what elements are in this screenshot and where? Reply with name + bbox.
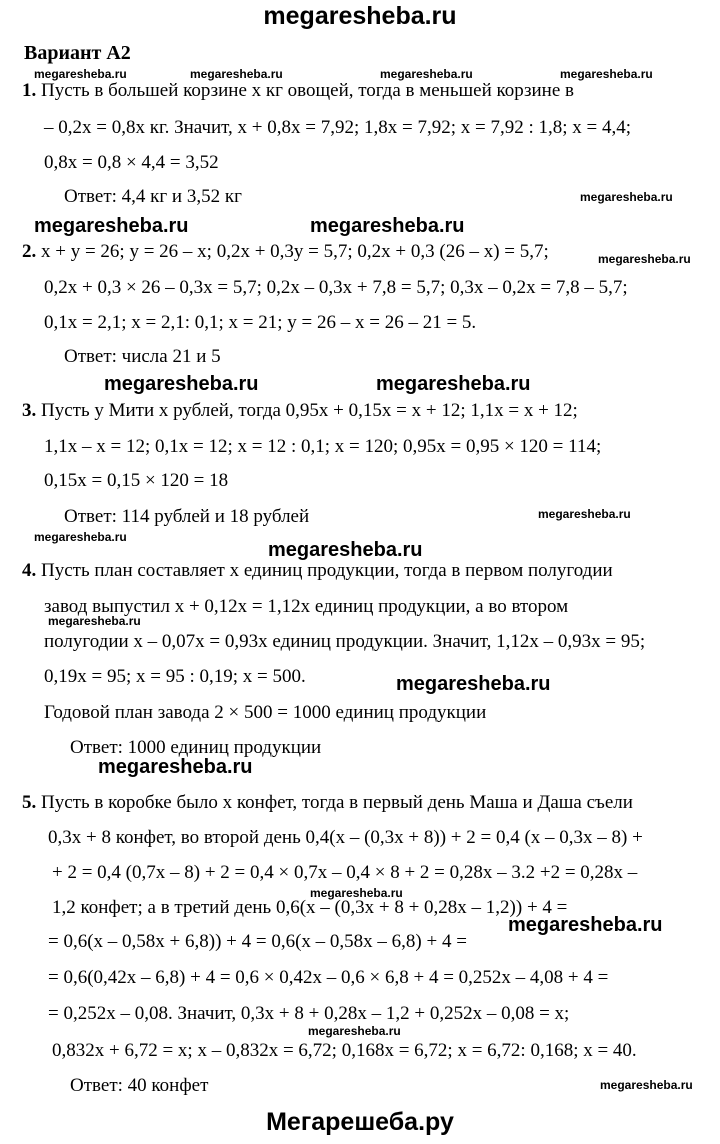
watermark-small: megaresheba.ru xyxy=(380,67,473,81)
problem-4-line-1: 4. Пусть план составляет х единиц продукции, тогда в первом полугодии xyxy=(22,560,613,581)
watermark-large: megaresheba.ru xyxy=(268,539,423,561)
problem-5-line-1: 5. Пусть в коробке было х конфет, тогда в первый день Маша и Даша съели xyxy=(22,792,633,813)
problem-2-line-2: 0,2х + 0,3 × 26 – 0,3х = 5,7; 0,2х – 0,3х + 7,8 = 5,7; 0,3х – 0,2х = 7,8 – 5,7; xyxy=(44,277,628,298)
problem-1-answer: Ответ: 4,4 кг и 3,52 кг xyxy=(64,186,242,207)
problem-4-line-3: полугодии х – 0,07х = 0,93х единиц продукции. Значит, 1,12х – 0,93х = 95; xyxy=(44,631,646,652)
problem-number: 2. xyxy=(22,241,37,262)
problem-5-line-3: + 2 = 0,4 (0,7х – 8) + 2 = 0,4 × 0,7х – 0,4 × 8 + 2 = 0,28х – 3.2 +2 = 0,28х – xyxy=(52,862,638,883)
watermark-small: megaresheba.ru xyxy=(34,67,127,81)
problem-4-line-5: Годовой план завода 2 × 500 = 1000 единиц продукции xyxy=(44,702,487,723)
problem-4-line-4: 0,19х = 95; х = 95 : 0,19; х = 500. xyxy=(44,666,306,687)
problem-3-line-1: 3. Пусть у Мити х рублей, тогда 0,95х + 0,15х = х + 12; 1,1х = х + 12; xyxy=(22,400,578,421)
problem-2-line-1: 2. х + у = 26; у = 26 – х; 0,2х + 0,3у = 5,7; 0,2х + 0,3 (26 – х) = 5,7; xyxy=(22,241,549,262)
problem-2-answer: Ответ: числа 21 и 5 xyxy=(64,346,221,367)
watermark-large: megaresheba.ru xyxy=(396,673,551,695)
problem-1-line-1: 1. Пусть в большей корзине х кг овощей, тогда в меньшей корзине в xyxy=(22,80,574,101)
watermark-small: megaresheba.ru xyxy=(34,530,127,544)
variant-title: Вариант А2 xyxy=(24,42,131,64)
problem-5-line-2: 0,3х + 8 конфет, во второй день 0,4(х – (0,3х + 8)) + 2 = 0,4 (х – 0,3х – 8) + xyxy=(48,827,643,848)
problem-2-line-3: 0,1х = 2,1; х = 2,1: 0,1; х = 21; у = 26 – х = 26 – 21 = 5. xyxy=(44,312,477,333)
problem-5-line-4: 1,2 конфет; а в третий день 0,6(х – (0,3х + 8 + 0,28х – 1,2)) + 4 = xyxy=(52,897,568,918)
watermark-small: megaresheba.ru xyxy=(48,614,141,628)
watermark-large: megaresheba.ru xyxy=(508,914,663,936)
problem-3-line-3: 0,15х = 0,15 × 120 = 18 xyxy=(44,470,229,491)
problem-1-line-2: – 0,2х = 0,8х кг. Значит, х + 0,8х = 7,92; 1,8х = 7,92; х = 7,92 : 1,8; х = 4,4; xyxy=(44,117,632,138)
problem-5-line-5: = 0,6(х – 0,58х + 6,8)) + 4 = 0,6(х – 0,58х – 6,8) + 4 = xyxy=(48,931,467,952)
watermark-large: megaresheba.ru xyxy=(34,215,189,237)
problem-3-line-2: 1,1х – х = 12; 0,1х = 12; х = 12 : 0,1; х = 120; 0,95х = 0,95 × 120 = 114; xyxy=(44,436,602,457)
problem-5-line-8: 0,832х + 6,72 = х; х – 0,832х = 6,72; 0,168х = 6,72; х = 6,72: 0,168; х = 40. xyxy=(52,1040,637,1061)
site-footer[interactable]: Мегарешеба.ру xyxy=(266,1108,454,1136)
problem-5-line-7: = 0,252х – 0,08. Значит, 0,3х + 8 + 0,28х – 1,2 + 0,252х – 0,08 = х; xyxy=(48,1003,570,1024)
watermark-small: megaresheba.ru xyxy=(308,1024,401,1038)
problem-4-answer: Ответ: 1000 единиц продукции xyxy=(70,737,322,758)
problem-4-line-2: завод выпустил х + 0,12х = 1,12х единиц продукции, а во втором xyxy=(44,596,569,617)
site-header[interactable]: megaresheba.ru xyxy=(263,2,457,30)
watermark-small: megaresheba.ru xyxy=(560,67,653,81)
watermark-small: megaresheba.ru xyxy=(310,886,403,900)
problem-3-answer: Ответ: 114 рублей и 18 рублей xyxy=(64,506,310,527)
watermark-small: megaresheba.ru xyxy=(190,67,283,81)
watermark-large: megaresheba.ru xyxy=(376,373,531,395)
watermark-large: megaresheba.ru xyxy=(310,215,465,237)
problem-5-answer: Ответ: 40 конфет xyxy=(70,1075,209,1096)
problem-5-line-6: = 0,6(0,42х – 6,8) + 4 = 0,6 × 0,42х – 0,6 × 6,8 + 4 = 0,252х – 4,08 + 4 = xyxy=(48,967,609,988)
problem-number: 4. xyxy=(22,560,37,581)
watermark-small: megaresheba.ru xyxy=(580,190,673,204)
problem-number: 1. xyxy=(22,80,37,101)
watermark-large: megaresheba.ru xyxy=(98,756,253,778)
problem-number: 5. xyxy=(22,792,37,813)
watermark-small: megaresheba.ru xyxy=(600,1078,693,1092)
watermark-small: megaresheba.ru xyxy=(538,507,631,521)
problem-1-line-3: 0,8х = 0,8 × 4,4 = 3,52 xyxy=(44,152,219,173)
problem-number: 3. xyxy=(22,400,37,421)
watermark-small: megaresheba.ru xyxy=(598,252,691,266)
watermark-large: megaresheba.ru xyxy=(104,373,259,395)
